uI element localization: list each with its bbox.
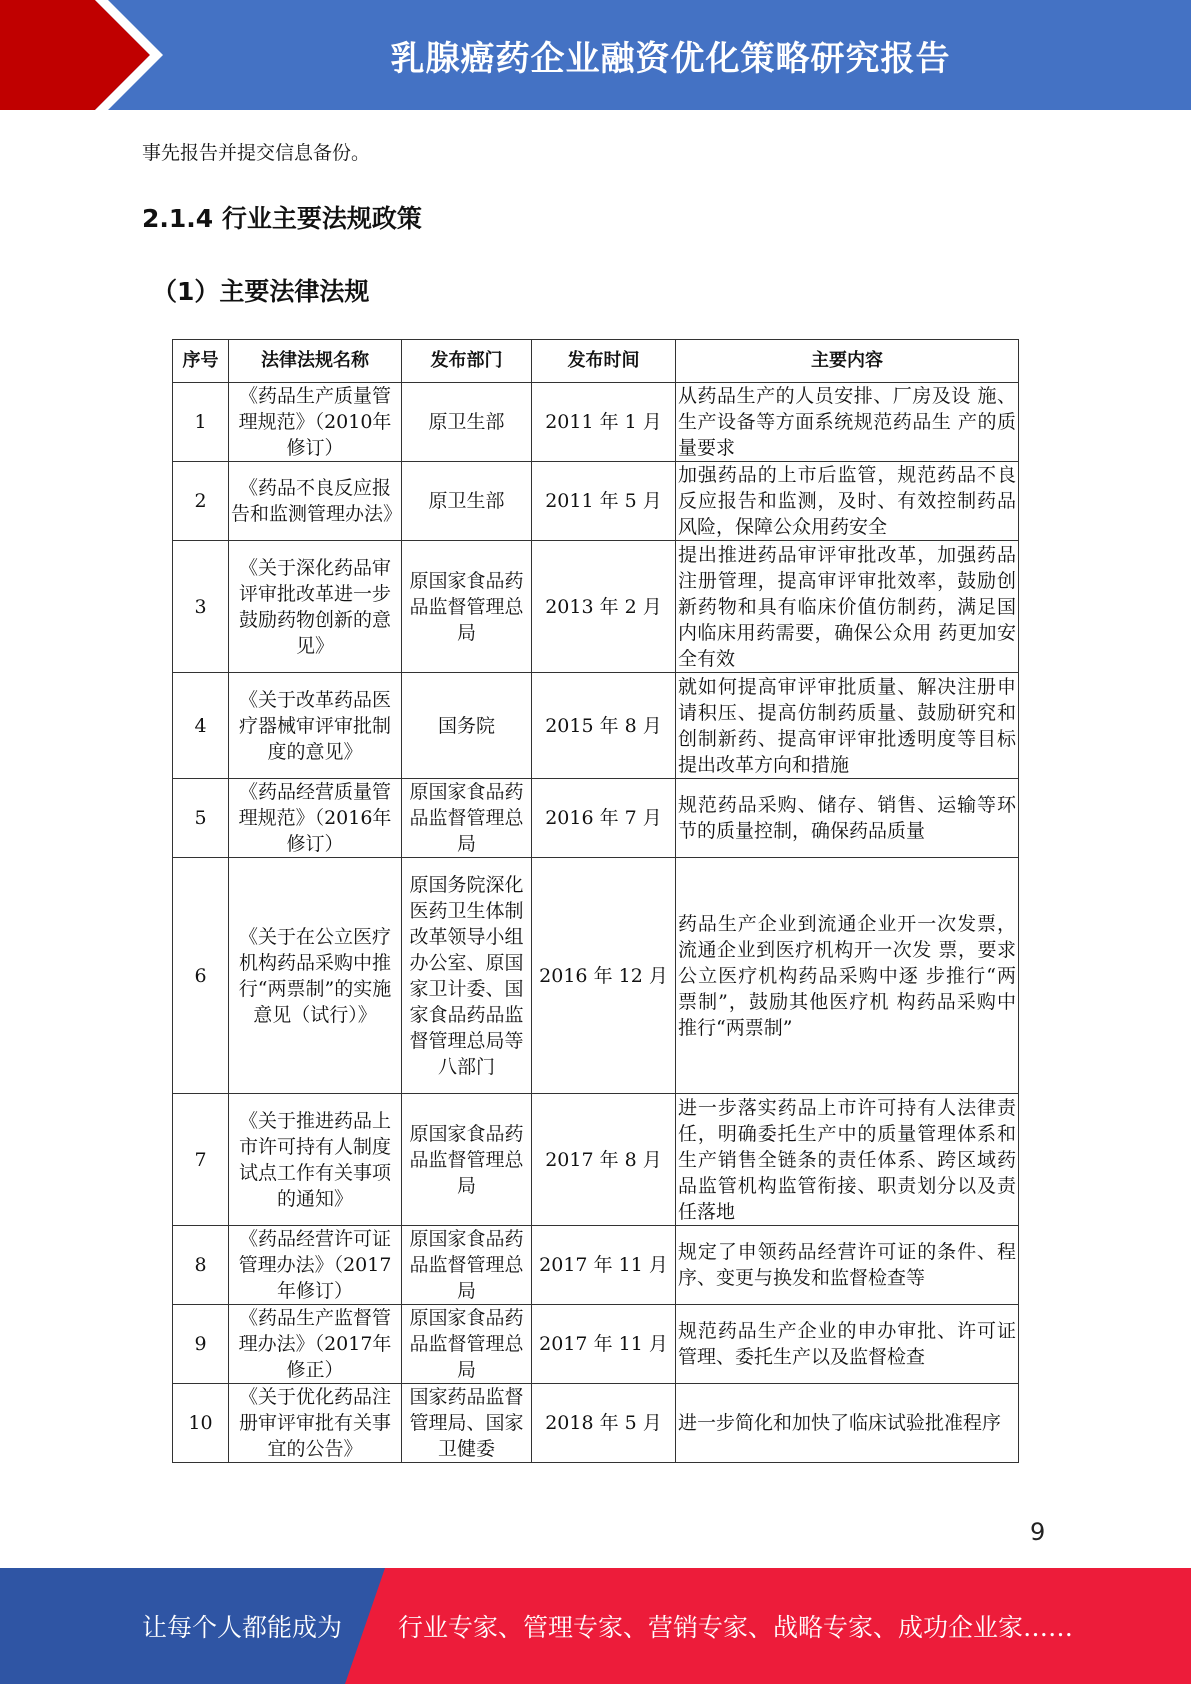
header-no: 序号 [173, 340, 229, 383]
table-header-row [173, 340, 1019, 383]
row-name: 《药品经营许可证管理办法》（2017年修订） [229, 1226, 402, 1305]
header-name: 法律法规名称 [229, 340, 402, 383]
row-no: 4 [173, 673, 229, 779]
page-footer [0, 1568, 1191, 1684]
table-row [173, 462, 1019, 541]
row-dept: 原国家食品药品监督管理总局 [402, 541, 532, 673]
report-title: 乳腺癌药企业融资优化策略研究报告 [390, 38, 951, 79]
row-dept: 原国家食品药品监督管理总局 [402, 779, 532, 858]
table-row [173, 1305, 1019, 1384]
section-heading: 2.1.4 行业主要法规政策 [142, 204, 422, 233]
table-row [173, 541, 1019, 673]
row-content: 进一步落实药品上市许可持有人法律责任，明确委托生产中的质量管理体系和生产销售全链条的责任体系、跨区域药品监管机构监管衔接、职责划分以及责任落地 [676, 1094, 1019, 1226]
row-dept: 国务院 [402, 673, 532, 779]
row-dept: 原国家食品药品监督管理总局 [402, 1226, 532, 1305]
header-date: 发布时间 [532, 340, 676, 383]
row-date: 2017 年 8 月 [532, 1094, 676, 1226]
row-name: 《药品生产质量管理规范》（2010年修订） [229, 383, 402, 462]
row-name: 《药品不良反应报告和监测管理办法》 [229, 462, 402, 541]
row-name: 《药品经营质量管理规范》（2016年修订） [229, 779, 402, 858]
row-name: 《关于深化药品审评审批改革进一步鼓励药物创新的意见》 [229, 541, 402, 673]
page-number: 9 [1030, 1518, 1046, 1546]
row-date: 2013 年 2 月 [532, 541, 676, 673]
row-dept: 原国务院深化医药卫生体制改革领导小组办公室、原国家卫计委、国家食品药品监督管理总局等八部门 [402, 858, 532, 1094]
table-row [173, 1226, 1019, 1305]
row-no: 7 [173, 1094, 229, 1226]
table-row [173, 383, 1019, 462]
header-content: 主要内容 [676, 340, 1019, 383]
row-date: 2011 年 1 月 [532, 383, 676, 462]
row-name: 《关于改革药品医疗器械审评审批制度的意见》 [229, 673, 402, 779]
row-no: 8 [173, 1226, 229, 1305]
row-name: 《药品生产监督管理办法》（2017年修正） [229, 1305, 402, 1384]
row-content: 加强药品的上市后监管，规范药品不良反应报告和监测，及时、有效控制药品风险，保障公众用药安全 [676, 462, 1019, 541]
row-content: 药品生产企业到流通企业开一次发票，流通企业到医疗机构开一次发 票，要求公立医疗机构药品采购中逐 步推行“两票制”，鼓励其他医疗机 构药品采购中推行“两票制” [676, 858, 1019, 1094]
row-dept: 原国家食品药品监督管理总局 [402, 1305, 532, 1384]
row-no: 2 [173, 462, 229, 541]
row-name: 《关于在公立医疗机构药品采购中推行“两票制”的实施意见（试行）》 [229, 858, 402, 1094]
row-content: 提出推进药品审评审批改革，加强药品注册管理，提高审评审批效率，鼓励创新药物和具有临床价值仿制药，满足国内临床用药需要，确保公众用 药更加安全有效 [676, 541, 1019, 673]
row-date: 2016 年 7 月 [532, 779, 676, 858]
row-dept: 原国家食品药品监督管理总局 [402, 1094, 532, 1226]
row-no: 10 [173, 1384, 229, 1463]
row-date: 2011 年 5 月 [532, 462, 676, 541]
row-no: 6 [173, 858, 229, 1094]
row-content: 就如何提高审评审批质量、解决注册申请积压、提高仿制药质量、鼓励研究和创制新药、提高审评审批透明度等目标提出改革方向和措施 [676, 673, 1019, 779]
row-content: 规定了申领药品经营许可证的条件、程序、变更与换发和监督检查等 [676, 1226, 1019, 1305]
row-no: 1 [173, 383, 229, 462]
footer-slogan-left: 让每个人都能成为 [142, 1613, 343, 1642]
row-content: 进一步简化和加快了临床试验批准程序 [676, 1384, 1019, 1463]
row-name: 《关于推进药品上市许可持有人制度试点工作有关事项的通知》 [229, 1094, 402, 1226]
table-row [173, 779, 1019, 858]
row-content: 规范药品生产企业的申办审批、许可证管理、委托生产以及监督检查 [676, 1305, 1019, 1384]
row-date: 2017 年 11 月 [532, 1226, 676, 1305]
subsection-heading: （1）主要法律法规 [152, 277, 370, 306]
table-row [173, 858, 1019, 1094]
row-dept: 原卫生部 [402, 462, 532, 541]
laws-table [172, 339, 1019, 1463]
row-date: 2018 年 5 月 [532, 1384, 676, 1463]
row-date: 2015 年 8 月 [532, 673, 676, 779]
footer-slogan-right: 行业专家、管理专家、营销专家、战略专家、成功企业家…… [398, 1613, 1074, 1642]
row-name: 《关于优化药品注册审评审批有关事宜的公告》 [229, 1384, 402, 1463]
row-no: 3 [173, 541, 229, 673]
table-row [173, 1384, 1019, 1463]
row-date: 2016 年 12 月 [532, 858, 676, 1094]
row-content: 从药品生产的人员安排、厂房及设 施、生产设备等方面系统规范药品生 产的质量要求 [676, 383, 1019, 462]
table-row [173, 1094, 1019, 1226]
page-header [0, 0, 1191, 110]
row-date: 2017 年 11 月 [532, 1305, 676, 1384]
row-content: 规范药品采购、储存、销售、运输等环节的质量控制，确保药品质量 [676, 779, 1019, 858]
row-dept: 国家药品监督管理局、国家卫健委 [402, 1384, 532, 1463]
row-dept: 原卫生部 [402, 383, 532, 462]
row-no: 5 [173, 779, 229, 858]
row-no: 9 [173, 1305, 229, 1384]
intro-paragraph: 事先报告并提交信息备份。 [142, 142, 371, 164]
table-row [173, 673, 1019, 779]
header-dept: 发布部门 [402, 340, 532, 383]
